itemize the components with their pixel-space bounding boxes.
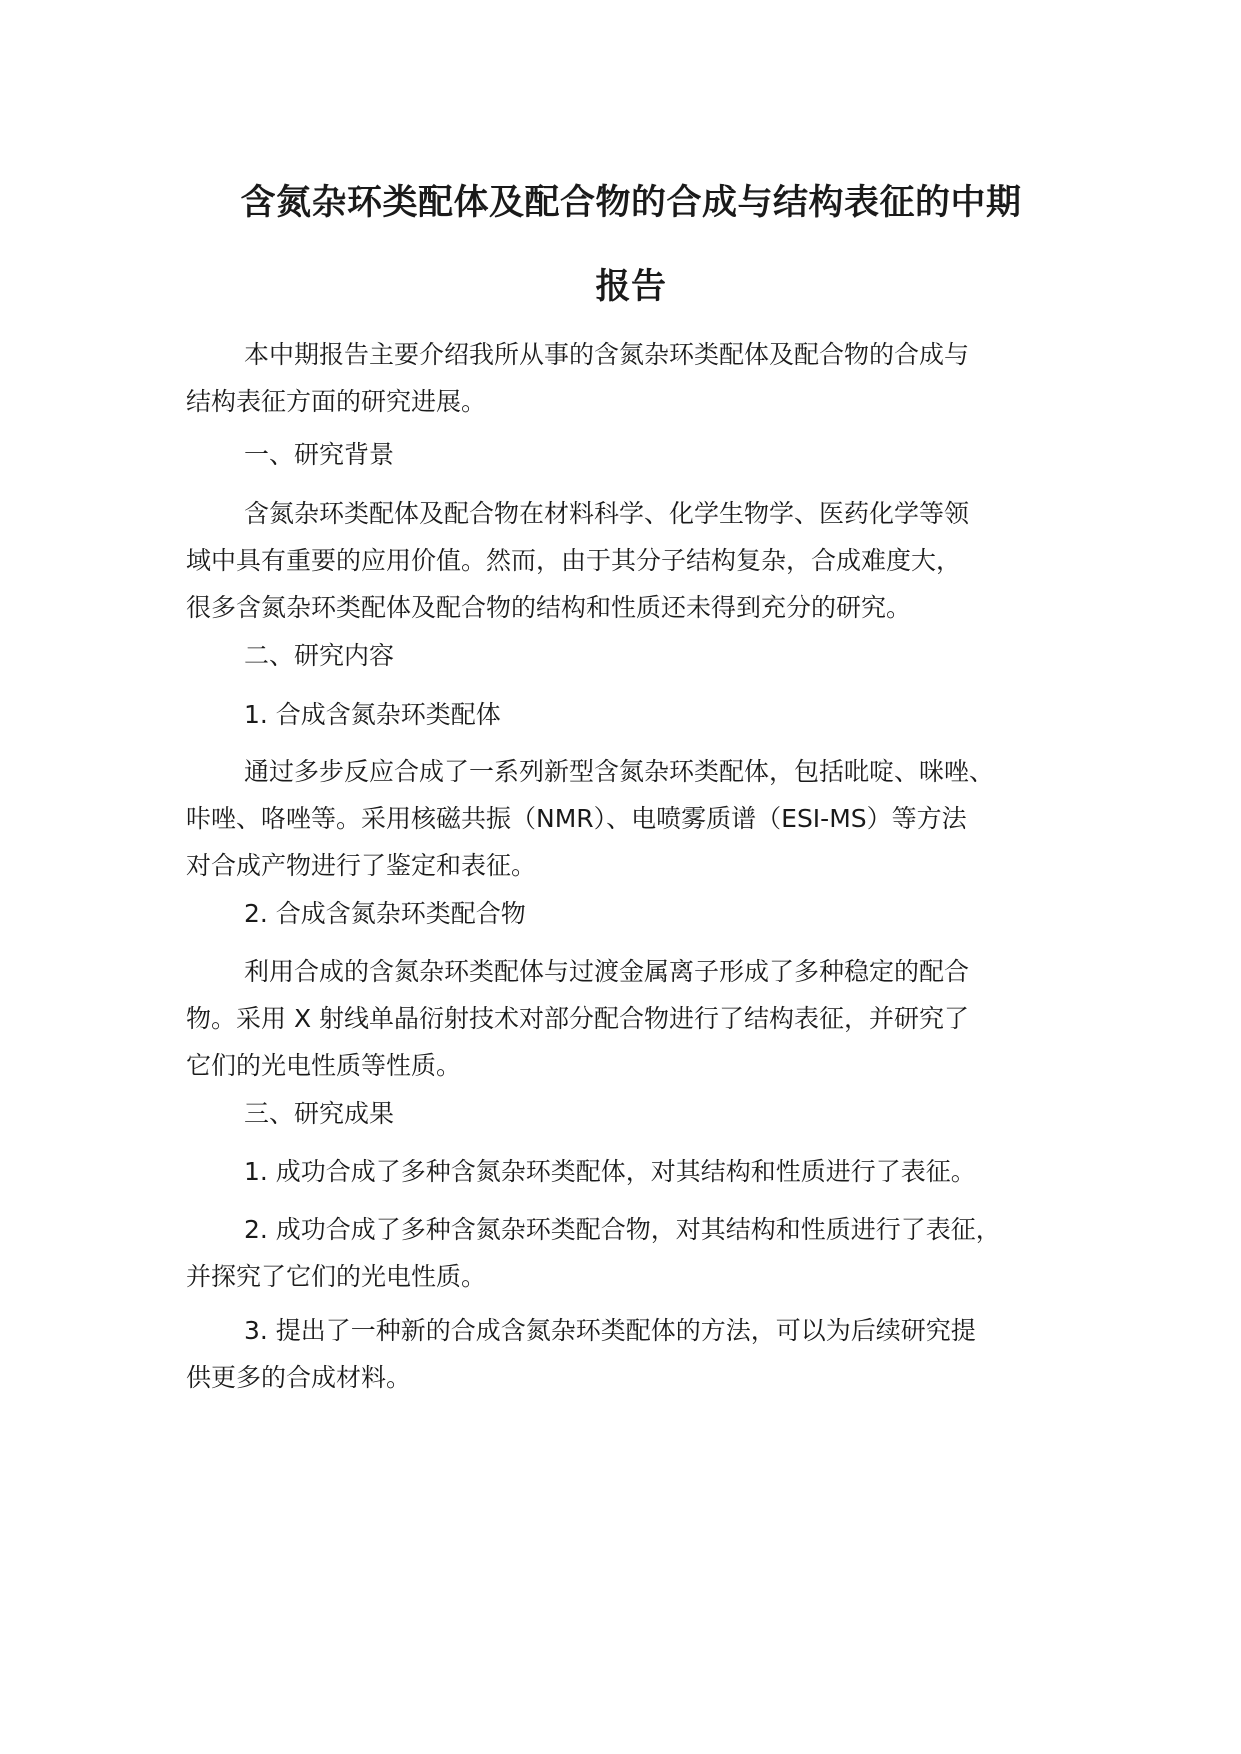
section-heading-background: [186, 431, 1076, 478]
text-line: 它们的光电性质等性质。: [186, 1051, 462, 1080]
subheading-ligands: [186, 691, 1076, 738]
text-line: 很多含氮杂环类配体及配合物的结构和性质还未得到充分的研究。: [186, 593, 912, 622]
text-line: 对合成产物进行了鉴定和表征。: [186, 851, 537, 880]
section-heading-content: [186, 632, 1076, 679]
document-title-line-2: 报告: [595, 267, 667, 307]
text-line: 2. 成功合成了多种含氮杂环类配合物，对其结构和性质进行了表征，: [244, 1215, 1001, 1244]
text-line: 并探究了它们的光电性质。: [186, 1262, 487, 1291]
complexes-paragraph: [186, 948, 1076, 1089]
text-line: 物。采用 X 射线单晶衍射技术对部分配合物进行了结构表征，并研究了: [186, 1004, 970, 1033]
background-paragraph: [186, 490, 1076, 631]
text-line: 一、研究背景: [244, 440, 395, 469]
text-line: 3. 提出了一种新的合成含氮杂环类配体的方法，可以为后续研究提: [244, 1316, 976, 1345]
text-line: 通过多步反应合成了一系列新型含氮杂环类配体，包括吡啶、咪唑、: [244, 757, 995, 786]
text-line: 利用合成的含氮杂环类配体与过渡金属离子形成了多种稳定的配合: [244, 957, 970, 986]
text-line: 本中期报告主要介绍我所从事的含氮杂环类配体及配合物的合成与: [244, 340, 970, 369]
text-line: 1. 合成含氮杂环类配体: [244, 700, 501, 729]
result-item-3: [186, 1307, 1076, 1401]
text-line: 咔唑、咯唑等。采用核磁共振（NMR）、电喷雾质谱（ESI-MS）等方法: [186, 804, 967, 833]
subheading-complexes: [186, 890, 1076, 937]
text-line: 结构表征方面的研究进展。: [186, 387, 487, 416]
text-line: 二、研究内容: [244, 641, 395, 670]
result-item-2: [186, 1206, 1076, 1300]
result-item-1: [186, 1148, 1076, 1195]
text-line: 域中具有重要的应用价值。然而，由于其分子结构复杂，合成难度大，: [186, 546, 962, 575]
intro-paragraph: [186, 331, 1076, 425]
section-heading-results: [186, 1090, 1076, 1137]
text-line: 1. 成功合成了多种含氮杂环类配体，对其结构和性质进行了表征。: [244, 1157, 976, 1186]
text-line: 三、研究成果: [244, 1099, 395, 1128]
text-line: 2. 合成含氮杂环类配合物: [244, 899, 526, 928]
ligands-paragraph: [186, 748, 1076, 889]
text-line: 供更多的合成材料。: [186, 1363, 412, 1392]
text-line: 含氮杂环类配体及配合物在材料科学、化学生物学、医药化学等领: [244, 499, 970, 528]
document-title-line-1: 含氮杂环类配体及配合物的合成与结构表征的中期: [240, 183, 1022, 223]
